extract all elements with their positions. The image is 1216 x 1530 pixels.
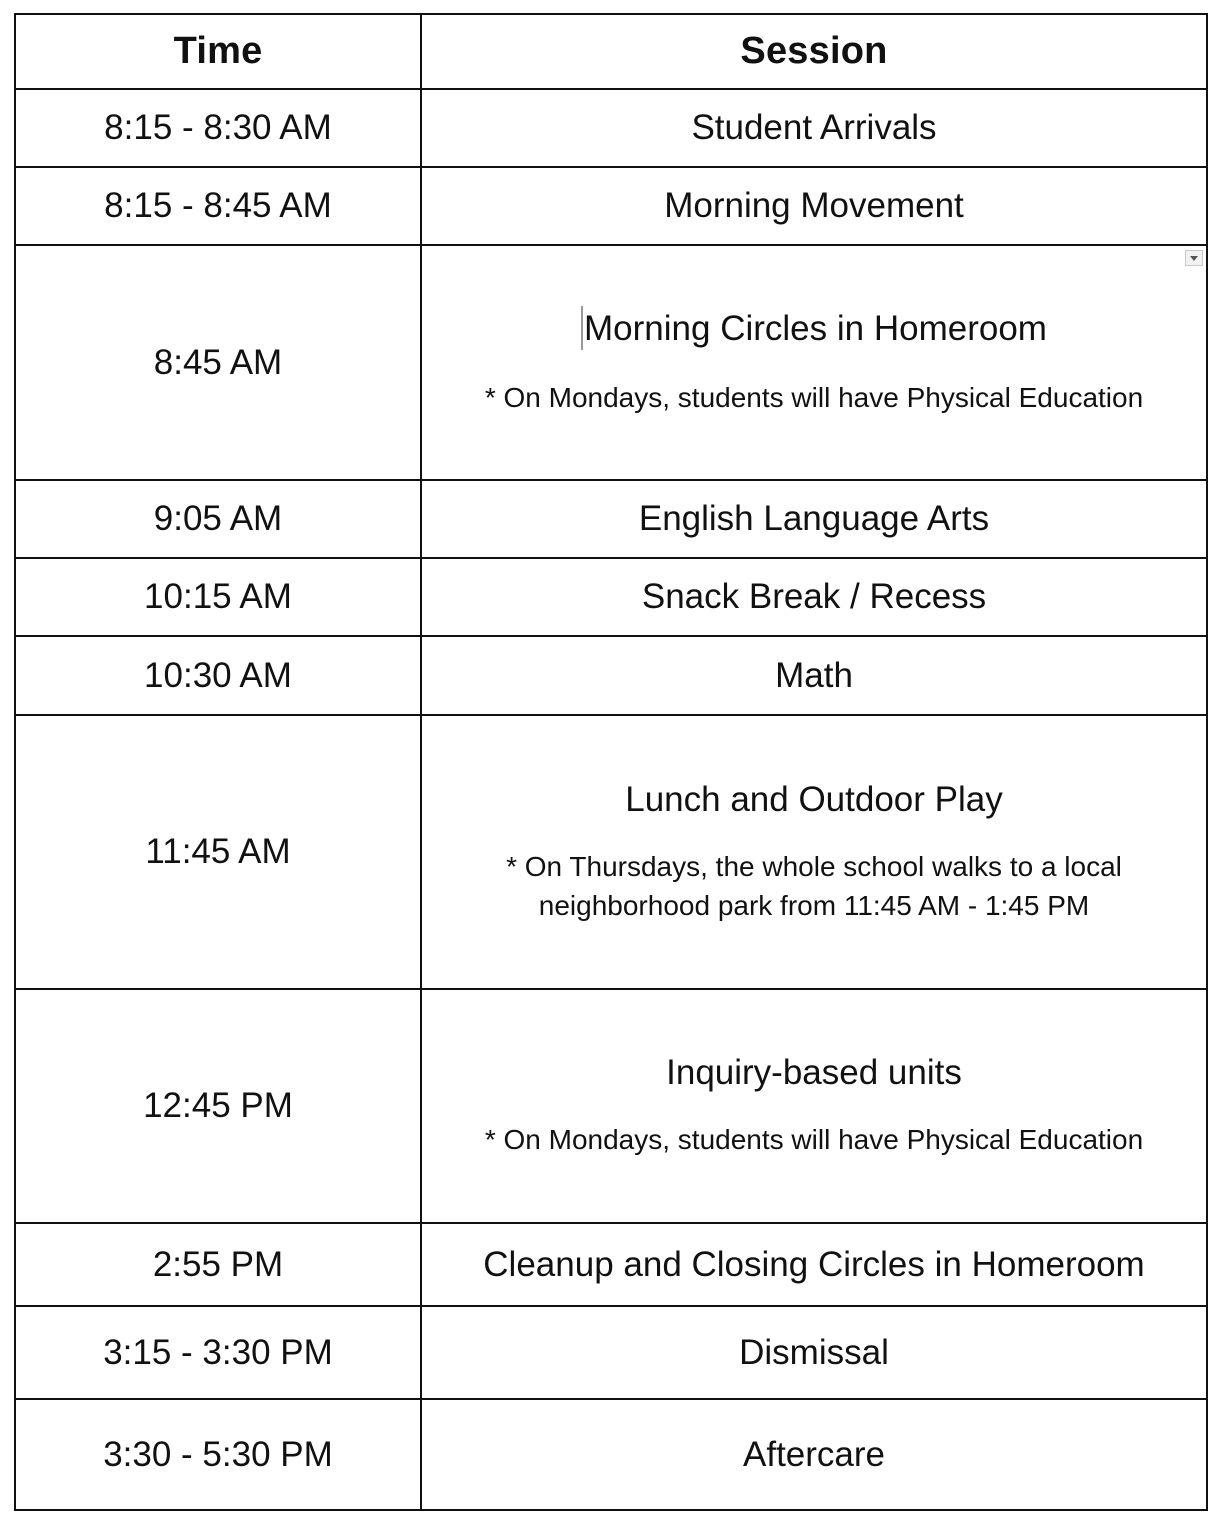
header-session: Session	[421, 14, 1207, 89]
time-cell[interactable]: 10:15 AM	[15, 558, 421, 636]
session-cell[interactable]	[421, 715, 1207, 989]
table-row	[15, 1399, 1207, 1510]
session-cell[interactable]: Cleanup and Closing Circles in Homeroom	[421, 1223, 1207, 1306]
session-cell[interactable]	[421, 989, 1207, 1223]
session-title	[428, 308, 1200, 353]
time-cell[interactable]: 12:45 PM	[15, 989, 421, 1223]
session-title-text: Morning Circles in Homeroom	[584, 308, 1047, 348]
time-cell[interactable]: 3:30 - 5:30 PM	[15, 1399, 421, 1510]
session-cell[interactable]: Morning Movement	[421, 167, 1207, 245]
table-row	[15, 636, 1207, 715]
table-row	[15, 1223, 1207, 1306]
session-cell[interactable]: English Language Arts	[421, 480, 1207, 558]
text-cursor	[581, 306, 583, 350]
time-cell[interactable]: 8:45 AM	[15, 245, 421, 480]
session-cell[interactable]: Dismissal	[421, 1306, 1207, 1399]
table-row	[15, 989, 1207, 1223]
session-cell[interactable]	[421, 245, 1207, 480]
header-row	[15, 14, 1207, 89]
table-row	[15, 167, 1207, 245]
session-note: * On Thursdays, the whole school walks to a local neighborhood park from 11:45 AM - 1:45 PM	[506, 850, 1122, 921]
chevron-down-icon[interactable]	[1185, 250, 1203, 266]
session-title: Inquiry-based units	[666, 1053, 962, 1093]
table-row	[15, 715, 1207, 989]
session-cell[interactable]: Aftercare	[421, 1399, 1207, 1510]
time-cell[interactable]: 9:05 AM	[15, 480, 421, 558]
time-cell[interactable]: 11:45 AM	[15, 715, 421, 989]
time-cell[interactable]: 8:15 - 8:30 AM	[15, 89, 421, 167]
time-cell[interactable]: 10:30 AM	[15, 636, 421, 715]
session-title: Lunch and Outdoor Play	[625, 779, 1003, 819]
table-row	[15, 480, 1207, 558]
time-cell[interactable]: 8:15 - 8:45 AM	[15, 167, 421, 245]
table-row	[15, 1306, 1207, 1399]
session-cell[interactable]: Student Arrivals	[421, 89, 1207, 167]
session-note: * On Mondays, students will have Physical Education	[484, 1124, 1144, 1156]
time-cell[interactable]: 3:15 - 3:30 PM	[15, 1306, 421, 1399]
session-note: * On Mondays, students will have Physical Education	[484, 382, 1144, 414]
session-cell[interactable]: Snack Break / Recess	[421, 558, 1207, 636]
schedule-table	[14, 13, 1208, 1511]
session-cell[interactable]: Math	[421, 636, 1207, 715]
header-time: Time	[15, 14, 421, 89]
table-row	[15, 89, 1207, 167]
time-cell[interactable]: 2:55 PM	[15, 1223, 421, 1306]
table-row	[15, 558, 1207, 636]
table-row	[15, 245, 1207, 480]
